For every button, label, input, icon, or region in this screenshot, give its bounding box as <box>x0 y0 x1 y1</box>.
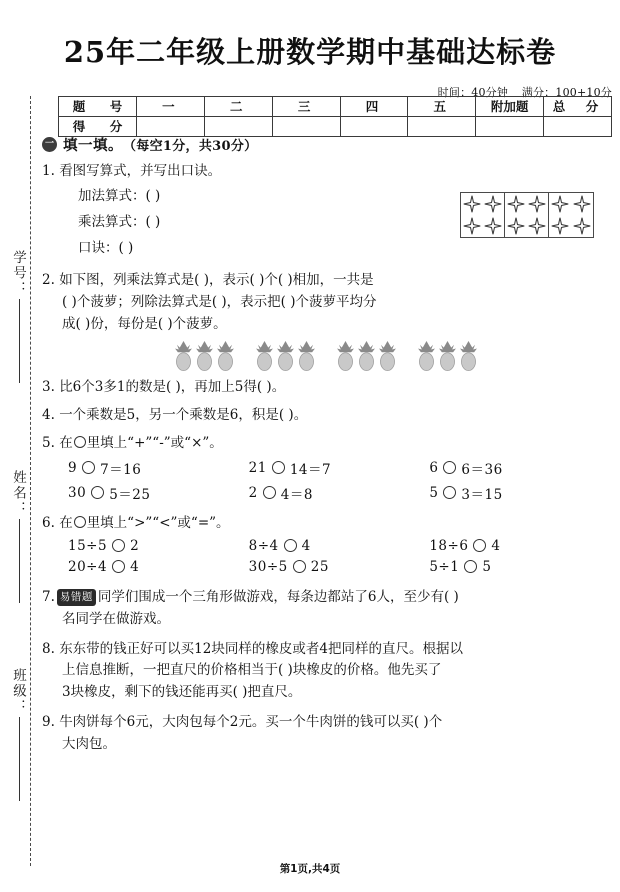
eq-right: 6＝36 <box>461 461 503 478</box>
question-9-line-1: 牛肉饼每个6元，大肉包每个2元。买一个牛肉饼的钱可以买( )个 <box>59 714 443 731</box>
score-col-3: 三 <box>272 97 340 117</box>
eq-right: 14＝7 <box>289 461 332 478</box>
question-7-line-1: 同学们围成一个三角形做游戏，每条边都站了6人，至少有( ) <box>97 588 459 605</box>
question-7 <box>42 587 620 631</box>
pineapple-icon <box>216 341 235 371</box>
question-8-number: 8. <box>42 640 55 657</box>
question-1-subline-1[interactable]: 加法算式：( ) <box>78 187 161 204</box>
question-5-prefix: 在 <box>59 435 73 452</box>
class-label: 班级： <box>10 668 26 715</box>
equation-item[interactable] <box>249 559 430 575</box>
equation-item[interactable] <box>68 458 249 478</box>
eq-left: 30 <box>68 484 87 501</box>
eq-left: 15÷5 <box>68 537 108 554</box>
question-9-number: 9. <box>42 714 55 731</box>
section-title: 填一填。 <box>63 137 123 154</box>
section-points: （每空1分，共30分） <box>123 139 258 154</box>
eq-right: 7＝16 <box>100 461 142 478</box>
equation-item[interactable] <box>429 538 610 554</box>
question-5-number: 5. <box>42 435 55 452</box>
pineapple-icon <box>255 341 274 371</box>
score-col-5: 五 <box>408 97 476 117</box>
field-name[interactable] <box>8 470 30 603</box>
question-6-number: 6. <box>42 514 55 531</box>
eq-left: 8÷4 <box>248 537 279 554</box>
question-1-subline-3[interactable]: 口诀：( ) <box>78 240 134 257</box>
pineapple-group <box>336 341 397 371</box>
eq-left: 30÷5 <box>248 558 288 575</box>
question-9-line-2: 大肉包。 <box>62 735 116 752</box>
student-id-rule <box>19 299 20 383</box>
question-1-subline-2[interactable]: 乘法算式：( ) <box>78 214 161 231</box>
question-3-number: 3. <box>42 379 55 396</box>
section-marker-icon: 一 <box>42 137 57 152</box>
pineapple-icon <box>174 341 193 371</box>
question-7-line-2: 名同学在做游戏。 <box>62 610 170 627</box>
page-title: 25年二年级上册数学期中基础达标卷 <box>63 35 557 69</box>
circle-blank-icon[interactable] <box>272 461 285 474</box>
equation-item[interactable] <box>249 458 430 478</box>
status-badge: 易错题 <box>57 589 96 606</box>
question-3-text: 比6个3多1的数是( )，再加上5得( )。 <box>59 379 286 396</box>
question-8-line-2: 上信息推断，一把直尺的价格相当于( )块橡皮的价格。他先买了 <box>62 662 442 679</box>
eq-left: 9 <box>68 459 78 476</box>
eq-right: 5 <box>482 558 492 575</box>
equation-item[interactable] <box>429 559 610 575</box>
question-6-equations <box>42 538 620 575</box>
circle-blank-icon[interactable] <box>443 486 456 499</box>
field-student-id[interactable] <box>8 250 30 383</box>
name-rule <box>19 519 20 603</box>
question-8-line-3: 3块橡皮，剩下的钱还能再买( )把直尺。 <box>62 684 302 701</box>
question-4-number: 4. <box>42 407 55 424</box>
question-1-text: 看图写算式，并写出口诀。 <box>59 163 222 179</box>
question-1 <box>42 161 620 183</box>
question-4-text: 一个乘数是5，另一个乘数是6，积是( )。 <box>59 407 308 424</box>
eq-left: 18÷6 <box>429 537 469 554</box>
figure-pineapple-groups <box>42 341 620 371</box>
score-col-4: 四 <box>340 97 408 117</box>
exam-content <box>42 134 620 756</box>
eq-right: 4 <box>491 537 501 554</box>
circle-blank-icon[interactable] <box>443 461 456 474</box>
pineapple-group <box>417 341 478 371</box>
score-table <box>58 96 612 137</box>
eq-right: 4＝8 <box>280 486 313 503</box>
eq-right: 5＝25 <box>109 486 151 503</box>
pineapple-icon <box>195 341 214 371</box>
circle-blank-icon <box>74 516 86 528</box>
eq-left: 5÷1 <box>429 558 460 575</box>
question-4 <box>42 405 620 427</box>
eq-left: 2 <box>248 484 258 501</box>
pineapple-icon <box>297 341 316 371</box>
question-9 <box>42 712 620 756</box>
question-7-number: 7. <box>42 588 55 605</box>
circle-blank-icon[interactable] <box>464 560 477 573</box>
margin-strip <box>0 0 38 892</box>
eq-right: 2 <box>130 537 140 554</box>
question-8 <box>42 639 620 705</box>
eq-left: 20÷4 <box>68 558 108 575</box>
eq-left: 5 <box>429 484 439 501</box>
score-col-bonus: 附加题 <box>476 97 544 117</box>
fold-dashed-line <box>30 96 31 866</box>
meta-total-score: 满分：100+10分 <box>521 86 612 99</box>
eq-right: 4 <box>301 537 311 554</box>
pineapple-icon <box>459 341 478 371</box>
eq-left: 21 <box>248 459 267 476</box>
name-label: 姓名： <box>10 470 26 517</box>
equation-item[interactable] <box>68 538 249 554</box>
circle-blank-icon[interactable] <box>112 560 125 573</box>
score-table-row-label-score: 得 分 <box>59 117 137 137</box>
pineapple-group <box>255 341 316 371</box>
equation-item[interactable] <box>68 559 249 575</box>
equation-item[interactable] <box>249 538 430 554</box>
score-col-1: 一 <box>137 97 205 117</box>
pineapple-icon <box>438 341 457 371</box>
section-heading <box>42 134 620 155</box>
question-5 <box>42 433 620 455</box>
question-2-line-1: 如下图，列乘法算式是( )，表示( )个( )相加，一共是 <box>59 271 374 288</box>
circle-blank-icon <box>74 436 86 448</box>
question-6-suffix: 里填上“>”“<”或“=”。 <box>86 514 230 531</box>
pineapple-icon <box>357 341 376 371</box>
score-col-total: 总 分 <box>544 97 612 117</box>
circle-blank-icon[interactable] <box>473 539 486 552</box>
meta-time: 时间：40分钟 <box>437 86 509 99</box>
circle-blank-icon[interactable] <box>91 486 104 499</box>
field-class[interactable] <box>8 668 30 801</box>
eq-right: 25 <box>310 558 329 575</box>
class-rule <box>19 717 20 801</box>
question-2 <box>42 270 620 336</box>
circle-blank-icon[interactable] <box>112 539 125 552</box>
pineapple-icon <box>378 341 397 371</box>
question-6-prefix: 在 <box>59 514 73 531</box>
question-2-line-3: 成( )份，每份是( )个菠萝。 <box>62 315 227 332</box>
pineapple-icon <box>417 341 436 371</box>
pineapple-icon <box>276 341 295 371</box>
eq-right: 4 <box>130 558 140 575</box>
page-footer: 第1页,共4页 <box>279 863 341 875</box>
circle-blank-icon[interactable] <box>284 539 297 552</box>
table-row <box>59 97 612 117</box>
circle-blank-icon[interactable] <box>293 560 306 573</box>
circle-blank-icon[interactable] <box>263 486 276 499</box>
question-5-suffix: 里填上“+”“-”或“×”。 <box>86 435 223 452</box>
equation-item[interactable] <box>429 483 610 503</box>
equation-item[interactable] <box>68 483 249 503</box>
question-6 <box>42 513 620 535</box>
score-table-row-label-question: 题 号 <box>59 97 137 117</box>
equation-item[interactable] <box>249 483 430 503</box>
question-1-number: 1. <box>42 163 55 179</box>
question-2-line-2: ( )个菠萝；列除法算式是( )，表示把( )个菠萝平均分 <box>62 293 377 310</box>
pineapple-icon <box>336 341 355 371</box>
question-2-number: 2. <box>42 271 55 288</box>
eq-left: 6 <box>429 459 439 476</box>
circle-blank-icon[interactable] <box>82 461 95 474</box>
question-3 <box>42 377 620 399</box>
equation-item[interactable] <box>429 458 610 478</box>
score-col-2: 二 <box>204 97 272 117</box>
pineapple-group <box>174 341 235 371</box>
student-id-label: 学号： <box>10 250 26 297</box>
eq-right: 3＝15 <box>461 486 503 503</box>
question-5-equations <box>42 458 620 503</box>
question-8-line-1: 东东带的钱正好可以买12块同样的橡皮或者4把同样的直尺。根据以 <box>59 640 463 657</box>
